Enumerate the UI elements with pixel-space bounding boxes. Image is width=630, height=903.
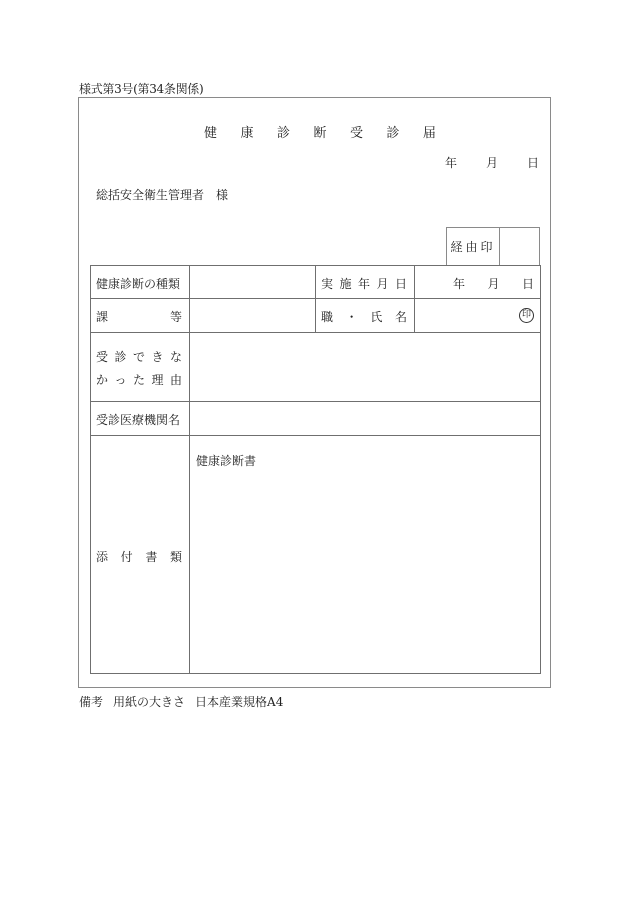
title-char: 康: [240, 126, 254, 141]
exam-date-day: 日: [521, 277, 534, 291]
submission-date[interactable]: [445, 154, 539, 171]
relay-stamp-field[interactable]: [500, 228, 539, 265]
institution-field[interactable]: [191, 403, 539, 434]
date-day-label: 日: [526, 156, 539, 170]
attachments-field[interactable]: [191, 437, 539, 672]
note-text: 用紙の大きさ: [113, 695, 186, 709]
section-label: 課 等: [96, 310, 182, 324]
form-number-label: 様式第3号(第34条関係): [79, 82, 204, 96]
title-char: 断: [313, 126, 327, 141]
reason-label-line2: か っ た 理 由: [96, 373, 182, 387]
position-name-label: 職 ・ 氏 名: [321, 310, 407, 324]
institution-label: 受診医療機関名: [96, 413, 181, 427]
title-char: 診: [386, 126, 400, 141]
relay-stamp-box: [446, 227, 540, 265]
date-month-label: 月: [485, 156, 498, 170]
title-char: 受: [349, 126, 363, 141]
title-char: 健: [204, 126, 218, 141]
form-title: [190, 122, 450, 141]
reason-field[interactable]: [191, 334, 539, 400]
exam-type-label: 健康診断の種類: [96, 277, 181, 291]
note-prefix: 備考: [79, 695, 104, 709]
title-char: 診: [276, 126, 290, 141]
section-field[interactable]: [191, 300, 314, 331]
exam-date-month: 月: [487, 277, 500, 291]
column-divider: [315, 265, 316, 332]
table-border-left: [90, 265, 91, 674]
note-spec: 日本産業規格A4: [195, 695, 284, 709]
title-char: 届: [422, 126, 436, 141]
exam-type-field[interactable]: [191, 267, 314, 297]
relay-stamp-label: 経由印: [447, 228, 500, 265]
seal-icon: 印: [519, 306, 534, 323]
date-year-label: 年: [445, 156, 458, 170]
exam-date-year: 年: [453, 277, 466, 291]
exam-date-label: 実 施 年 月 日: [321, 277, 407, 291]
footnote: [79, 693, 293, 710]
attachment-item: 健康診断書: [196, 454, 257, 468]
addressee: 総括安全衛生管理者 様: [96, 188, 229, 202]
reason-label-line1: 受 診 で き な: [96, 350, 182, 364]
table-border-bottom: [90, 673, 541, 674]
exam-date-field[interactable]: [453, 275, 534, 292]
table-border-right: [540, 265, 541, 674]
attachments-label: 添 付 書 類: [96, 550, 182, 564]
